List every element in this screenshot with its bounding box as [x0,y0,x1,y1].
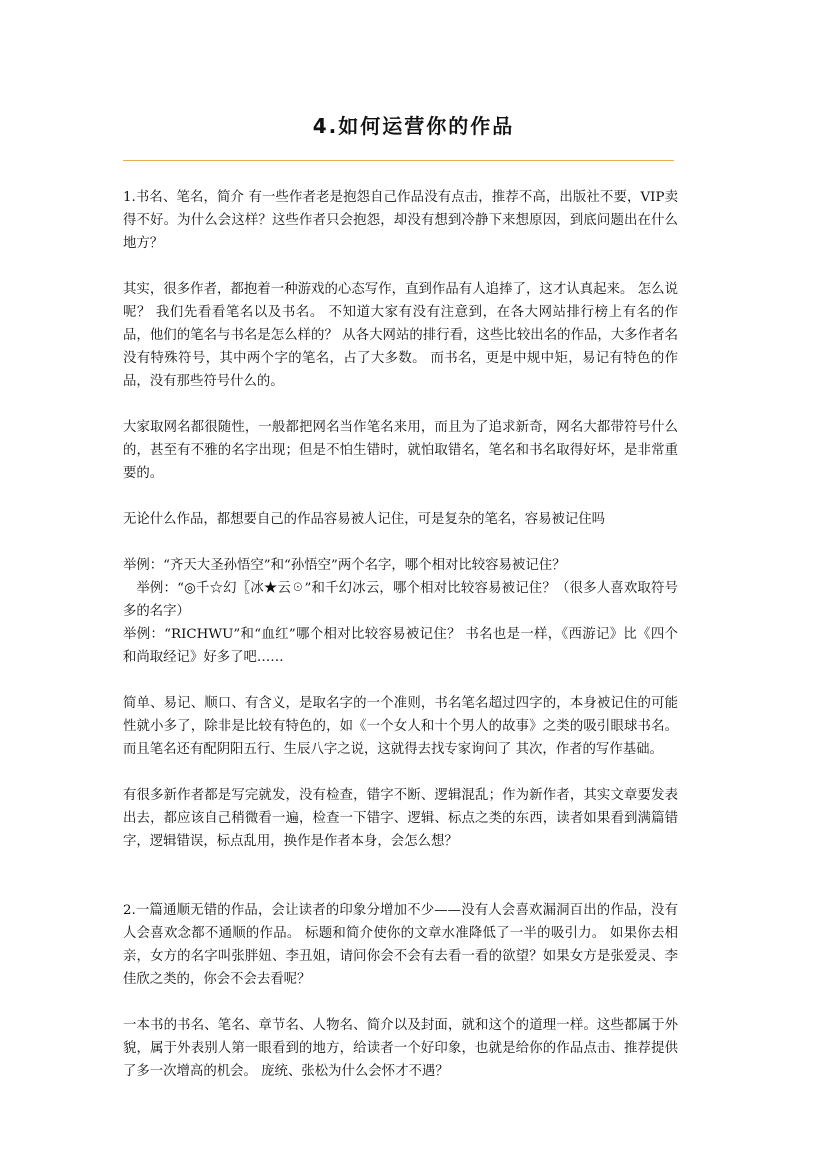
paragraph-7: 2.一篇通顺无错的作品，会让读者的印象分增加不少——没有人会喜欢漏洞百出的作品，没有人会喜欢念都不通顺的作品。 标题和简介使你的文章水准降低了一半的吸引力。 如果你去相亲，女方的名字叫张胖妞、李丑姐，请问你会不会有去看一看的欲望？如果女方是张爱灵、李佳欣之类的，你会不会去看呢？ [123,903,678,987]
document-body [123,186,683,1106]
paragraph-3: 大家取网名都很随性，一般都把网名当作笔名来用，而且为了追求新奇，网名大都带符号什么的，甚至有不雅的名字出现；但是不怕生错时，就怕取错名，笔名和书名取得好坏，是非常重要的。 [123,420,678,481]
paragraph-8: 一本书的书名、笔名、章节名、人物名、简介以及封面，就和这个的道理一样。这些都属于外貌，属于外表别人第一眼看到的地方，给读者一个好印象，也就是给你的作品点击、推荐提供了多一次增高的机会。 庞统、张松为什么会怀才不遇？ [123,1018,678,1079]
page-title: 4.如何运营你的作品 [312,114,515,138]
paragraph-2: 其实，很多作者，都抱着一种游戏的心态写作，直到作品有人追捧了，这才认真起来。 怎么说呢？ 我们先看看笔名以及书名。 不知道大家有没有注意到，在各大网站排行榜上有名的作品，他们的笔名与书名是怎么样的？ 从各大网站的排行看，这些比较出名的作品，大多作者名没有特殊符号，其中两个字的笔名，占了大多数。 而书名，更是中规中矩，易记有特色的作品，没有那些符号什么的。 [123,282,678,389]
example-2: 举例：“◎千☆幻〖冰★云☉”和千幻冰云，哪个相对比较容易被记住？（很多人喜欢取符号多的名字） [123,581,678,619]
title-divider [123,160,674,161]
paragraph-5: 简单、易记、顺口、有含义，是取名字的一个准则，书名笔名超过四字的，本身被记住的可能性就小多了，除非是比较有特色的，如《一个女人和十个男人的故事》之类的吸引眼球书名。 而且笔名还有配阴阳五行、生辰八字之说，这就得去找专家询问了 其次，作者的写作基础。 [123,696,683,757]
example-1: 举例：“齐天大圣孙悟空”和“孙悟空”两个名字，哪个相对比较容易被记住？ [123,558,566,573]
paragraph-4: 无论什么作品，都想要自己的作品容易被人记住，可是复杂的笔名，容易被记住吗 [123,512,606,527]
paragraph-1: 1.书名、笔名，简介 有一些作者老是抱怨自己作品没有点击，推荐不高，出版社不要，VIP卖得不好。为什么会这样？这些作者只会抱怨，却没有想到冷静下来想原因，到底问题出在什么地方？ [123,190,678,251]
example-3: 举例：“RICHWU”和“血红”哪个相对比较容易被记住？ 书名也是一样，《西游记》比《四个和尚取经记》好多了吧…… [123,627,678,665]
paragraph-6: 有很多新作者都是写完就发，没有检查，错字不断、逻辑混乱；作为新作者，其实文章要发表出去，都应该自己稍微看一遍，检查一下错字、逻辑、标点之类的东西，读者如果看到满篇错字，逻辑错误，标点乱用，换作是作者本身，会怎么想？ [123,788,678,849]
